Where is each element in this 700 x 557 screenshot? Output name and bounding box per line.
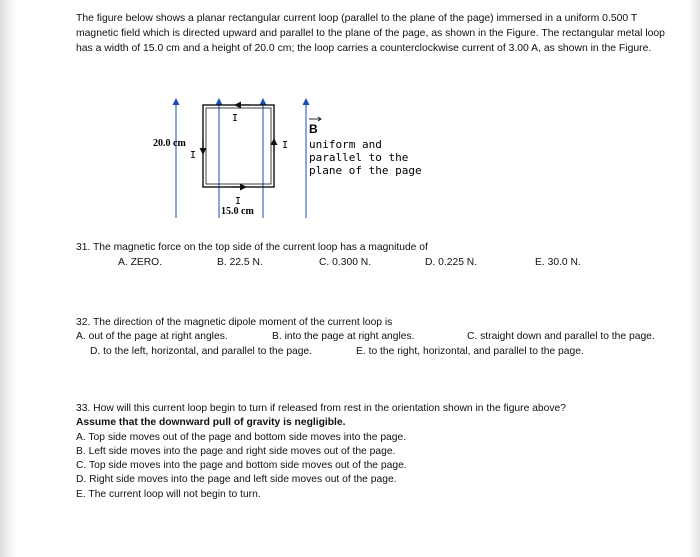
q31-stem: 31. The magnetic force on the top side of the current loop has a magnitude of (76, 242, 428, 253)
current-label-left: I (189, 150, 197, 161)
q33-note: Assume that the downward pull of gravity is negligible. (76, 417, 346, 428)
q31-option-d: D. 0.225 N. (425, 257, 478, 268)
current-loop-inner (206, 108, 271, 184)
field-description-line-3: plane of the page (309, 164, 422, 177)
height-dimension-label: 20.0 cm (153, 138, 186, 149)
q33-stem: 33. How will this current loop begin to turn if released from rest in the orientation shown in the figure above? (76, 403, 566, 414)
problem-intro: The figure below shows a planar rectangular current loop (parallel to the plane of the page) immersed in a uniform 0.500 T magnetic field which is directed upward and parallel to the plane of the page, as shown in the Figure. The rectangular metal loop has a width of 15.0 cm and a height of 20.0 cm; the loop carries a counterclockwise current of 3.00 A, as shown in the Figure. (76, 13, 665, 54)
q32-stem: 32. The direction of the magnetic dipole moment of the current loop is (76, 317, 393, 328)
q32-option-b: B. into the page at right angles. (272, 331, 415, 342)
q33-option-d: D. Right side moves into the page and left side moves out of the page. (76, 474, 397, 485)
q33-option-c: C. Top side moves into the page and bottom side moves out of the page. (76, 460, 407, 471)
q33-option-b: B. Left side moves into the page and right side moves out of the page. (76, 446, 396, 457)
field-description-line-1: uniform and (309, 138, 382, 151)
q32-option-c: C. straight down and parallel to the page. (467, 331, 655, 342)
current-label-top: I (231, 113, 239, 124)
q32-option-e: E. to the right, horizontal, and parallel to the page. (356, 346, 584, 357)
current-label-right: I (281, 140, 289, 151)
q32-option-a: A. out of the page at right angles. (76, 331, 228, 342)
q33-option-e: E. The current loop will not begin to turn. (76, 489, 261, 500)
q31-option-b: B. 22.5 N. (217, 257, 263, 268)
q31-option-e: E. 30.0 N. (535, 257, 581, 268)
field-description-line-2: parallel to the (309, 151, 409, 164)
width-dimension-label: 15.0 cm (221, 206, 254, 217)
q31-option-a: A. ZERO. (118, 257, 163, 268)
q31-option-c: C. 0.300 N. (319, 257, 372, 268)
current-label-bottom: I (234, 196, 242, 207)
field-symbol: B (309, 122, 318, 136)
q32-option-d: D. to the left, horizontal, and parallel to the page. (90, 346, 313, 357)
q33-option-a: A. Top side moves out of the page and bottom side moves into the page. (76, 432, 407, 443)
